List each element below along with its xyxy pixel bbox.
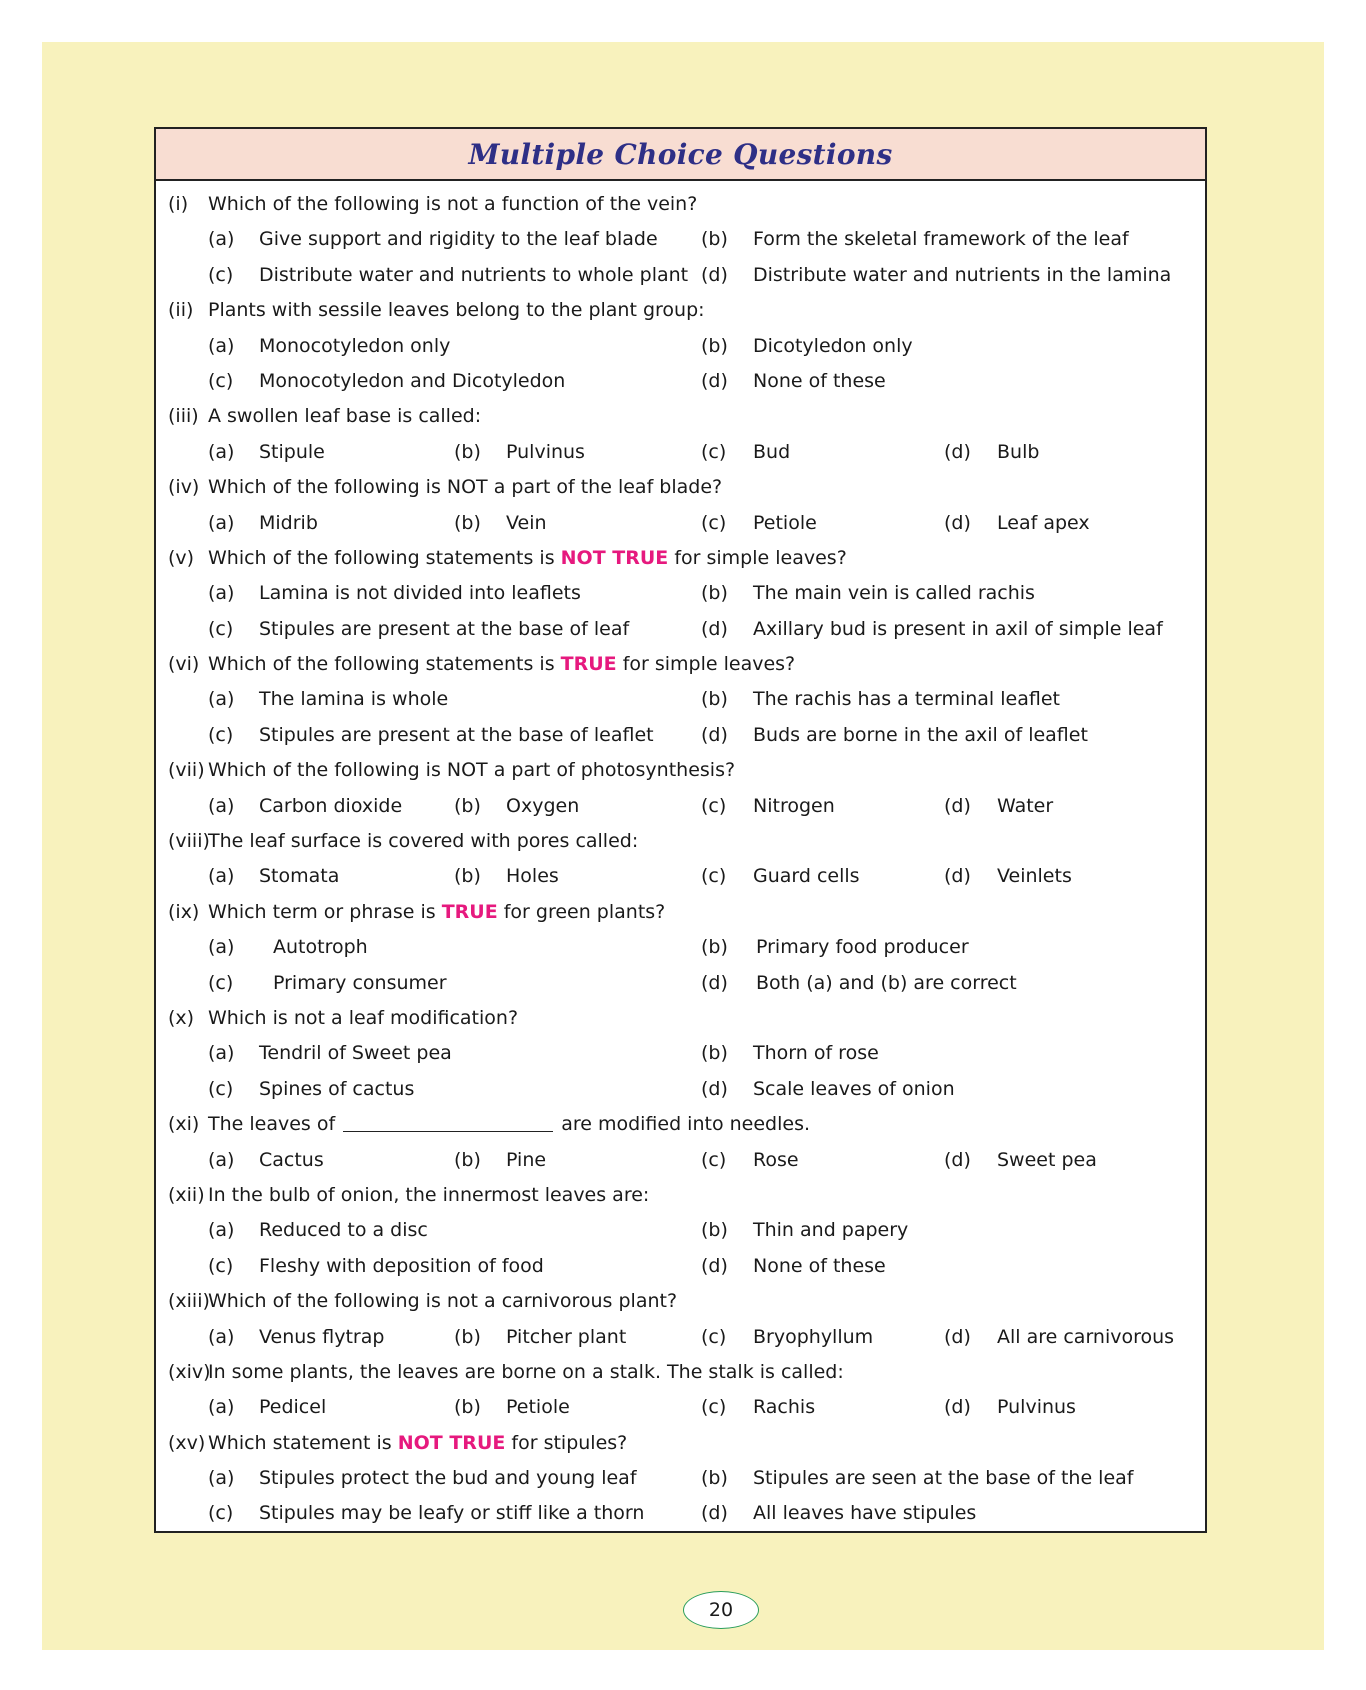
question-text — [208, 541, 847, 576]
option-letter: (b) — [701, 688, 728, 711]
option-letter: (a) — [208, 511, 235, 534]
option-text: Form the skeletal framework of the leaf — [753, 228, 1129, 251]
question-number: (x) — [168, 1006, 195, 1029]
question-number: (viii) — [168, 830, 210, 853]
option-letter: (c) — [701, 511, 727, 534]
option-letter: (b) — [454, 1325, 481, 1348]
option-text: Sweet pea — [997, 1148, 1097, 1171]
option-letter: (d) — [944, 865, 971, 888]
question-highlight: NOT TRUE — [397, 1431, 506, 1454]
option-text: Stipules protect the bud and young leaf — [259, 1467, 637, 1490]
question-text — [208, 187, 697, 222]
option-text: Stipule — [259, 440, 325, 463]
option-text: Pitcher plant — [506, 1325, 627, 1348]
option-letter: (d) — [944, 1148, 971, 1171]
question-number: (iv) — [168, 476, 200, 499]
option-letter: (a) — [208, 794, 235, 817]
question-row — [156, 895, 1205, 930]
option-text: Buds are borne in the axil of leaflet — [753, 723, 1088, 746]
option-text: All are carnivorous — [997, 1325, 1175, 1348]
option-row — [156, 930, 1205, 965]
option-letter: (d) — [944, 794, 971, 817]
question-text-pre: Which of the following statements is — [208, 546, 561, 569]
option-text: Both (a) and (b) are correct — [756, 971, 1017, 994]
option-text: Veinlets — [997, 865, 1072, 888]
option-text: None of these — [753, 369, 886, 392]
option-letter: (c) — [701, 440, 727, 463]
option-letter: (a) — [208, 1467, 235, 1490]
option-text: Pine — [506, 1148, 547, 1171]
option-letter: (a) — [208, 582, 235, 605]
option-letter: (c) — [208, 617, 234, 640]
option-row — [156, 1320, 1205, 1355]
question-text-pre: In some plants, the leaves are borne on a stalk. The stalk is called: — [208, 1360, 844, 1383]
option-letter: (c) — [701, 1325, 727, 1348]
option-row — [156, 1143, 1205, 1178]
option-text: Dicotyledon only — [753, 334, 913, 357]
option-letter: (d) — [701, 263, 728, 286]
question-row — [156, 1355, 1205, 1390]
question-number: (ii) — [168, 299, 194, 322]
question-number: (xv) — [168, 1431, 206, 1454]
option-letter: (b) — [454, 511, 481, 534]
option-letter: (c) — [701, 794, 727, 817]
option-text: Bulb — [997, 440, 1040, 463]
option-text: Oxygen — [506, 794, 580, 817]
option-text: Reduced to a disc — [259, 1219, 428, 1242]
question-row — [156, 1178, 1205, 1213]
option-text: Distribute water and nutrients to whole plant — [259, 263, 689, 286]
option-text: Monocotyledon and Dicotyledon — [259, 369, 566, 392]
question-highlight: NOT TRUE — [560, 546, 669, 569]
option-text: Give support and rigidity to the leaf blade — [259, 228, 658, 251]
question-text — [208, 1426, 627, 1461]
option-text: Stipules are seen at the base of the leaf — [753, 1467, 1134, 1490]
option-row — [156, 682, 1205, 717]
question-text-pre: The leaves of — [208, 1113, 336, 1136]
option-row — [156, 718, 1205, 753]
option-letter: (c) — [208, 263, 234, 286]
question-text — [208, 753, 735, 788]
option-text: Monocotyledon only — [259, 334, 451, 357]
question-text — [208, 293, 705, 328]
option-letter: (b) — [454, 440, 481, 463]
question-number: (xii) — [168, 1183, 205, 1206]
option-text: Thorn of rose — [753, 1042, 879, 1065]
question-row — [156, 1426, 1205, 1461]
option-text: Stomata — [259, 865, 340, 888]
question-row — [156, 647, 1205, 682]
option-text: Pulvinus — [506, 440, 585, 463]
option-letter: (d) — [701, 1502, 728, 1525]
question-text-pre: Which of the following is NOT a part of photosynthesis? — [208, 759, 736, 782]
question-text — [208, 895, 665, 930]
question-text-pre: In the bulb of onion, the innermost leaves are: — [208, 1183, 650, 1206]
option-text: The main vein is called rachis — [753, 582, 1035, 605]
question-text — [208, 824, 638, 859]
option-letter: (d) — [944, 1396, 971, 1419]
option-letter: (a) — [208, 334, 235, 357]
option-text: All leaves have stipules — [753, 1502, 977, 1525]
option-text: Pulvinus — [997, 1396, 1076, 1419]
option-letter: (d) — [944, 1325, 971, 1348]
option-text: Bryophyllum — [753, 1325, 874, 1348]
option-letter: (b) — [701, 1219, 728, 1242]
question-text-pre: Which of the following statements is — [208, 653, 561, 676]
option-letter: (c) — [208, 1077, 234, 1100]
option-text: Carbon dioxide — [259, 794, 403, 817]
option-row — [156, 258, 1205, 293]
option-letter: (a) — [208, 1219, 235, 1242]
option-text: Autotroph — [273, 936, 368, 959]
question-text-pre: Which of the following is NOT a part of the leaf blade? — [208, 476, 723, 499]
question-text-post: for simple leaves? — [668, 546, 847, 569]
question-text-pre: Which of the following is not a function of the vein? — [208, 193, 698, 215]
option-letter: (a) — [208, 1396, 235, 1419]
option-row — [156, 364, 1205, 399]
option-letter: (d) — [701, 617, 728, 640]
option-text: Leaf apex — [997, 511, 1090, 534]
option-text: The rachis has a terminal leaflet — [753, 688, 1060, 711]
option-row — [156, 966, 1205, 1001]
question-highlight: TRUE — [560, 653, 617, 676]
question-text-pre: Which is not a leaf modification? — [208, 1006, 519, 1029]
option-text: Distribute water and nutrients in the lamina — [753, 263, 1172, 286]
question-text — [208, 470, 722, 505]
question-text-pre: Which of the following is not a carnivorous plant? — [208, 1290, 678, 1313]
option-letter: (d) — [701, 971, 728, 994]
question-text-pre: The leaf surface is covered with pores called: — [208, 830, 639, 853]
option-text: Stipules are present at the base of leaf — [259, 617, 630, 640]
question-text — [208, 1178, 649, 1213]
option-letter: (a) — [208, 1148, 235, 1171]
option-text: Vein — [506, 511, 547, 534]
page-background — [42, 42, 1324, 1650]
option-letter: (a) — [208, 688, 235, 711]
option-text: Stipules are present at the base of leaflet — [259, 723, 654, 746]
option-letter: (b) — [701, 582, 728, 605]
question-row — [156, 187, 1205, 222]
title-bar — [156, 129, 1205, 181]
question-row — [156, 824, 1205, 859]
option-text: Scale leaves of onion — [753, 1077, 955, 1100]
option-text: Lamina is not divided into leaflets — [259, 582, 581, 605]
question-text-post: for green plants? — [497, 900, 666, 923]
question-text-pre: A swollen leaf base is called: — [208, 405, 482, 428]
fill-in-blank — [343, 1111, 553, 1132]
option-row — [156, 1461, 1205, 1496]
option-text: Fleshy with deposition of food — [259, 1254, 544, 1277]
option-letter: (b) — [701, 936, 728, 959]
option-letter: (b) — [454, 794, 481, 817]
option-row — [156, 789, 1205, 824]
question-text-pre: Plants with sessile leaves belong to the plant group: — [208, 299, 705, 322]
option-text: Venus flytrap — [259, 1325, 385, 1348]
option-row — [156, 576, 1205, 611]
question-row — [156, 293, 1205, 328]
question-row — [156, 753, 1205, 788]
option-letter: (d) — [944, 511, 971, 534]
option-text: The lamina is whole — [259, 688, 449, 711]
option-letter: (c) — [208, 723, 234, 746]
question-row — [156, 470, 1205, 505]
question-number: (xiii) — [168, 1290, 210, 1313]
question-text — [208, 1355, 844, 1390]
option-text: Primary food producer — [756, 936, 969, 959]
option-letter: (c) — [701, 1396, 727, 1419]
question-row — [156, 399, 1205, 434]
page-number: 20 — [683, 1591, 759, 1629]
option-text: Pedicel — [259, 1396, 327, 1419]
option-letter: (a) — [208, 1325, 235, 1348]
option-row — [156, 222, 1205, 257]
option-row — [156, 612, 1205, 647]
question-text-post: for simple leaves? — [616, 653, 796, 676]
question-text-pre: Which term or phrase is — [208, 900, 442, 923]
option-letter: (d) — [701, 369, 728, 392]
question-number: (xiv) — [168, 1360, 211, 1383]
option-letter: (c) — [701, 1148, 727, 1171]
option-letter: (d) — [701, 1077, 728, 1100]
option-text: Axillary bud is present in axil of simple leaf — [753, 617, 1163, 640]
option-row — [156, 1036, 1205, 1071]
option-text: Midrib — [259, 511, 318, 534]
option-row — [156, 1213, 1205, 1248]
option-row — [156, 1496, 1205, 1531]
option-letter: (d) — [701, 1254, 728, 1277]
option-letter: (a) — [208, 936, 235, 959]
question-row — [156, 1284, 1205, 1319]
option-row — [156, 1249, 1205, 1284]
option-letter: (b) — [701, 1042, 728, 1065]
page-title: Multiple Choice Questions — [468, 137, 893, 171]
question-number: (v) — [168, 546, 195, 569]
question-text — [208, 647, 795, 682]
option-row — [156, 1390, 1205, 1425]
option-letter: (a) — [208, 865, 235, 888]
option-text: Water — [997, 794, 1054, 817]
question-number: (i) — [168, 193, 189, 215]
option-text: Nitrogen — [753, 794, 835, 817]
mcq-box — [154, 127, 1207, 1533]
question-text — [208, 1284, 677, 1319]
option-text: Tendril of Sweet pea — [259, 1042, 452, 1065]
question-row — [156, 541, 1205, 576]
option-letter: (d) — [701, 723, 728, 746]
option-text: Bud — [753, 440, 791, 463]
option-letter: (c) — [208, 1254, 234, 1277]
option-text: Rose — [753, 1148, 799, 1171]
question-text — [208, 1001, 518, 1036]
question-highlight: TRUE — [441, 900, 498, 923]
option-letter: (c) — [208, 369, 234, 392]
option-letter: (b) — [454, 1396, 481, 1419]
option-text: Petiole — [753, 511, 817, 534]
option-letter: (b) — [701, 1467, 728, 1490]
question-text-pre: Which statement is — [208, 1431, 398, 1454]
option-letter: (a) — [208, 440, 235, 463]
question-number: (xi) — [168, 1113, 200, 1136]
option-text: Cactus — [259, 1148, 324, 1171]
option-row — [156, 859, 1205, 894]
option-letter: (a) — [208, 228, 235, 251]
question-number: (vii) — [168, 759, 205, 782]
option-letter: (b) — [454, 865, 481, 888]
option-letter: (a) — [208, 1042, 235, 1065]
option-text: Petiole — [506, 1396, 570, 1419]
question-number: (vi) — [168, 653, 200, 676]
option-row — [156, 1072, 1205, 1107]
option-text: Primary consumer — [273, 971, 447, 994]
option-text: Rachis — [753, 1396, 816, 1419]
question-row — [156, 1107, 1205, 1142]
question-list — [156, 181, 1205, 1532]
option-text: Holes — [506, 865, 559, 888]
question-text — [208, 1107, 810, 1142]
question-text — [208, 399, 481, 434]
option-letter: (c) — [208, 1502, 234, 1525]
option-letter: (c) — [701, 865, 727, 888]
question-number: (iii) — [168, 405, 199, 428]
option-text: Guard cells — [753, 865, 860, 888]
option-text: Stipules may be leafy or stiff like a thorn — [259, 1502, 645, 1525]
option-row — [156, 435, 1205, 470]
question-row — [156, 1001, 1205, 1036]
option-text: None of these — [753, 1254, 886, 1277]
option-row — [156, 329, 1205, 364]
question-text-post: for stipules? — [505, 1431, 628, 1454]
option-text: Spines of cactus — [259, 1077, 415, 1100]
option-letter: (b) — [701, 334, 728, 357]
option-letter: (b) — [454, 1148, 481, 1171]
option-text: Thin and papery — [753, 1219, 909, 1242]
question-text-post: are modified into needles. — [561, 1113, 811, 1136]
option-letter: (d) — [944, 440, 971, 463]
question-number: (ix) — [168, 900, 200, 923]
option-letter: (b) — [701, 228, 728, 251]
option-row — [156, 506, 1205, 541]
option-letter: (c) — [208, 971, 234, 994]
